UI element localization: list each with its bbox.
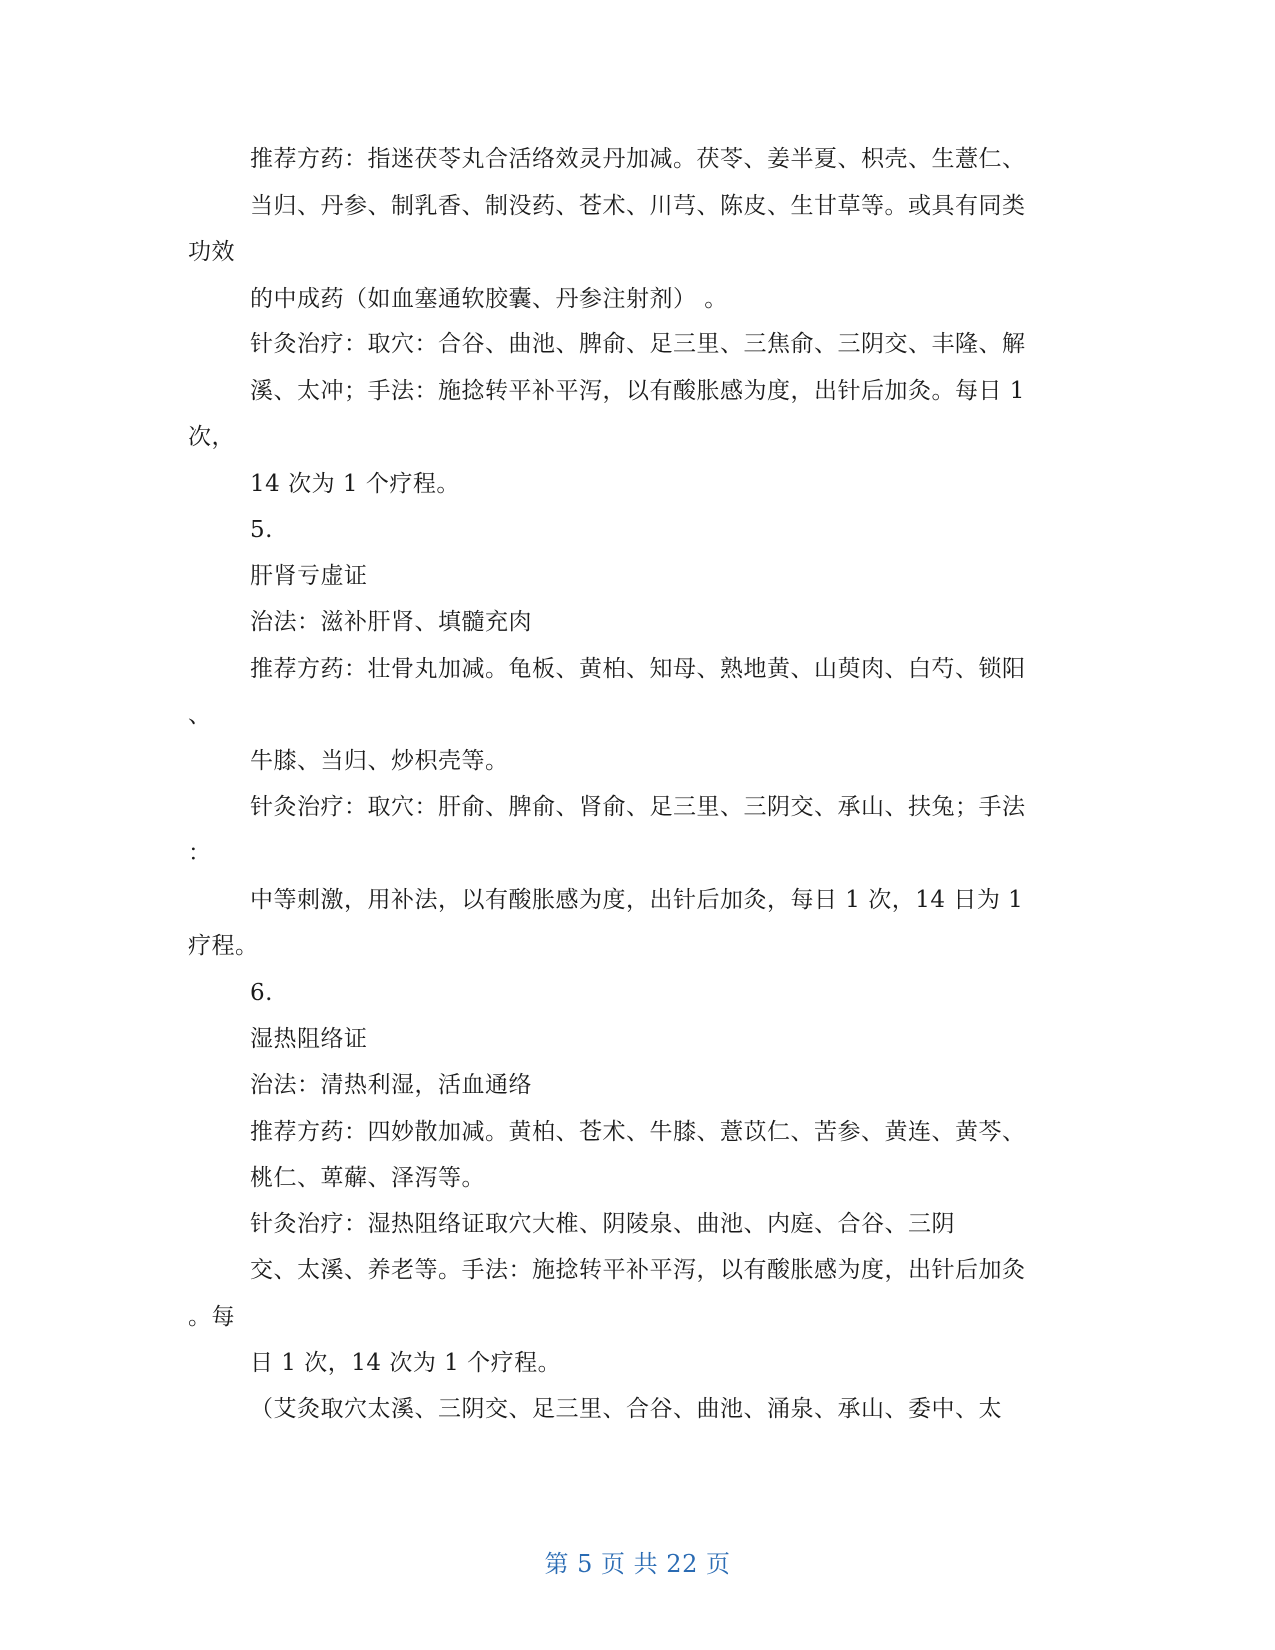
text-line: 中等刺激，用补法，以有酸胀感为度，出针后加灸，每日 1 次，14 日为 1 (250, 887, 1024, 913)
text-line: 溪、太冲；手法：施捻转平补平泻，以有酸胀感为度，出针后加灸。每日 1 (250, 378, 1025, 404)
section-heading: 湿热阻络证 (250, 1026, 368, 1052)
text-line: 疗程。 (188, 933, 259, 959)
text-line: 推荐方药：壮骨丸加减。龟板、黄柏、知母、熟地黄、山萸肉、白芍、锁阳 (250, 656, 1026, 682)
text-line: 治法：滋补肝肾、填髓充肉 (250, 609, 532, 635)
text-line: 次， (188, 424, 235, 450)
section-number: 5. (250, 517, 273, 543)
text-line: 、 (188, 702, 212, 728)
text-line: 推荐方药：指迷茯苓丸合活络效灵丹加减。茯苓、姜半夏、枳壳、生薏仁、 (250, 146, 1026, 172)
text-line: （艾灸取穴太溪、三阴交、足三里、合谷、曲池、涌泉、承山、委中、太 (250, 1396, 1002, 1422)
text-line: 14 次为 1 个疗程。 (250, 471, 460, 497)
text-line: 。每 (188, 1304, 235, 1330)
text-line: 功效 (188, 239, 235, 265)
text-line: 的中成药（如血塞通软胶囊、丹参注射剂） 。 (250, 286, 728, 312)
page-footer: 第 5 页 共 22 页 (544, 1550, 731, 1578)
section-number: 6. (250, 980, 273, 1006)
text-line: 交、太溪、养老等。手法：施捻转平补平泻，以有酸胀感为度，出针后加灸 (250, 1257, 1026, 1283)
text-line: 推荐方药：四妙散加减。黄柏、苍术、牛膝、薏苡仁、苦参、黄连、黄芩、 (250, 1119, 1026, 1145)
text-line: ： (188, 840, 212, 866)
text-line: 当归、丹参、制乳香、制没药、苍术、川芎、陈皮、生甘草等。或具有同类 (250, 193, 1026, 219)
text-line: 针灸治疗：湿热阻络证取穴大椎、阴陵泉、曲池、内庭、合谷、三阴 (250, 1211, 955, 1237)
section-heading: 肝肾亏虚证 (250, 563, 368, 589)
text-line: 桃仁、萆薢、泽泻等。 (250, 1165, 485, 1191)
text-line: 治法：清热利湿，活血通络 (250, 1072, 532, 1098)
text-line: 针灸治疗：取穴：合谷、曲池、脾俞、足三里、三焦俞、三阴交、丰隆、解 (250, 331, 1026, 357)
text-line: 牛膝、当归、炒枳壳等。 (250, 748, 509, 774)
text-line: 针灸治疗：取穴：肝俞、脾俞、肾俞、足三里、三阴交、承山、扶兔；手法 (250, 794, 1026, 820)
text-line: 日 1 次，14 次为 1 个疗程。 (250, 1350, 562, 1376)
